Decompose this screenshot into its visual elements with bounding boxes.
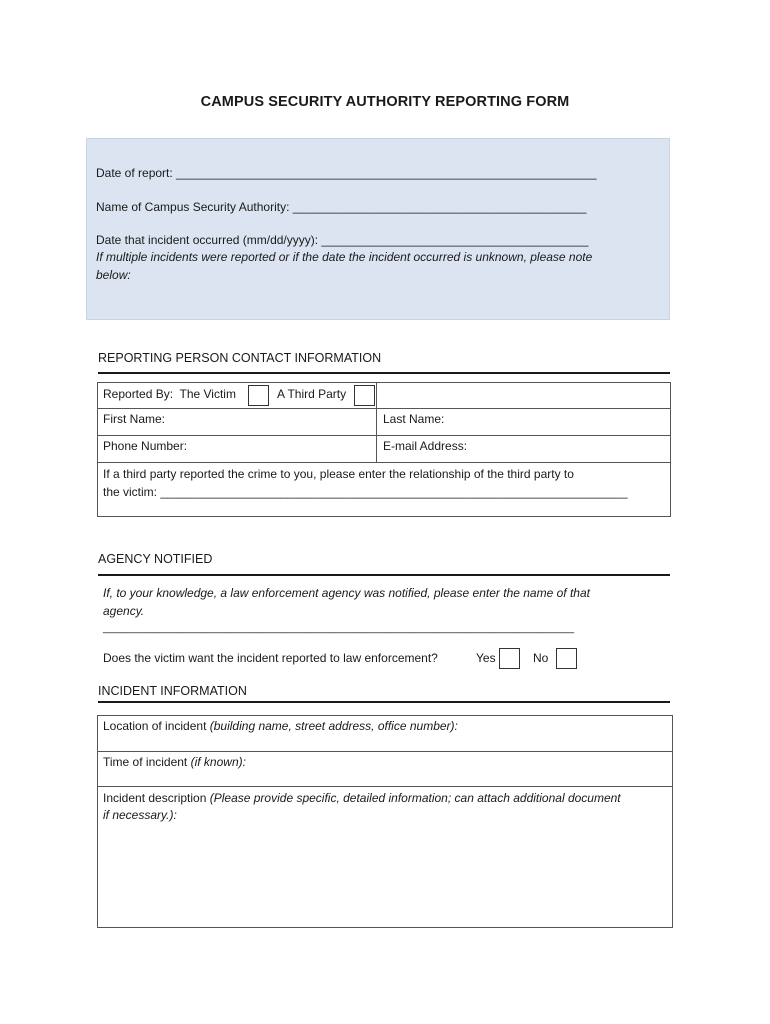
multiple-incidents-note-cont: below: bbox=[96, 268, 131, 282]
no-label: No bbox=[533, 651, 549, 665]
third-party-checkbox[interactable] bbox=[354, 385, 375, 406]
last-name-field[interactable]: Last Name: bbox=[383, 412, 445, 426]
table-divider bbox=[97, 751, 673, 752]
time-hint: (if known): bbox=[190, 755, 246, 769]
section-divider bbox=[98, 372, 670, 374]
email-address-field[interactable]: E-mail Address: bbox=[383, 439, 468, 453]
table-divider bbox=[97, 786, 673, 787]
multiple-incidents-note: If multiple incidents were reported or if the date the incident occurred is unknown, please note bbox=[96, 250, 593, 264]
agency-notified-heading: AGENCY NOTIFIED bbox=[98, 552, 213, 566]
table-column-divider bbox=[376, 382, 377, 463]
table-divider bbox=[97, 462, 671, 463]
location-label: Location of incident bbox=[103, 719, 210, 733]
no-checkbox[interactable] bbox=[556, 648, 577, 669]
form-title: CAMPUS SECURITY AUTHORITY REPORTING FORM bbox=[200, 94, 570, 110]
yes-label: Yes bbox=[476, 651, 496, 665]
incident-date-field[interactable]: Date that incident occurred (mm/dd/yyyy): ________________________________________ bbox=[96, 233, 589, 247]
third-party-relationship-field[interactable]: the victim: ______________________________________________________________________ bbox=[103, 485, 628, 499]
phone-number-field[interactable]: Phone Number: bbox=[103, 439, 188, 453]
report-to-law-enforcement-question: Does the victim want the incident reported to law enforcement? bbox=[103, 651, 438, 665]
location-hint: (building name, street address, office number): bbox=[209, 719, 458, 733]
incident-description-field[interactable] bbox=[103, 791, 621, 805]
agency-prompt: If, to your knowledge, a law enforcement agency was notified, please enter the name of that bbox=[103, 586, 590, 600]
table-divider bbox=[97, 435, 671, 436]
time-label: Time of incident bbox=[103, 755, 191, 769]
section-divider bbox=[98, 701, 670, 703]
reporting-person-heading: REPORTING PERSON CONTACT INFORMATION bbox=[98, 351, 382, 365]
third-party-relationship-prompt: If a third party reported the crime to you, please enter the relationship of the third party to bbox=[103, 467, 574, 481]
incident-table bbox=[97, 715, 673, 928]
third-party-label: A Third Party bbox=[277, 387, 347, 401]
description-label: Incident description bbox=[103, 791, 210, 805]
yes-checkbox[interactable] bbox=[499, 648, 520, 669]
location-of-incident-field[interactable] bbox=[103, 719, 458, 733]
table-divider bbox=[97, 408, 671, 409]
section-divider bbox=[98, 574, 670, 576]
agency-prompt-cont: agency. bbox=[103, 604, 145, 618]
time-of-incident-field[interactable] bbox=[103, 755, 246, 769]
reported-by-label: Reported By: The Victim bbox=[103, 387, 236, 401]
agency-name-field[interactable]: _____________________________________________________________________________ bbox=[103, 622, 575, 634]
description-hint-cont: if necessary.): bbox=[103, 808, 177, 822]
description-hint: (Please provide specific, detailed information; can attach additional document bbox=[209, 791, 621, 805]
victim-checkbox[interactable] bbox=[248, 385, 269, 406]
first-name-field[interactable]: First Name: bbox=[103, 412, 166, 426]
incident-information-heading: INCIDENT INFORMATION bbox=[98, 684, 247, 698]
date-of-report-field[interactable]: Date of report: _______________________________________________________________ bbox=[96, 166, 597, 180]
csa-name-field[interactable]: Name of Campus Security Authority: ____________________________________________ bbox=[96, 200, 587, 214]
